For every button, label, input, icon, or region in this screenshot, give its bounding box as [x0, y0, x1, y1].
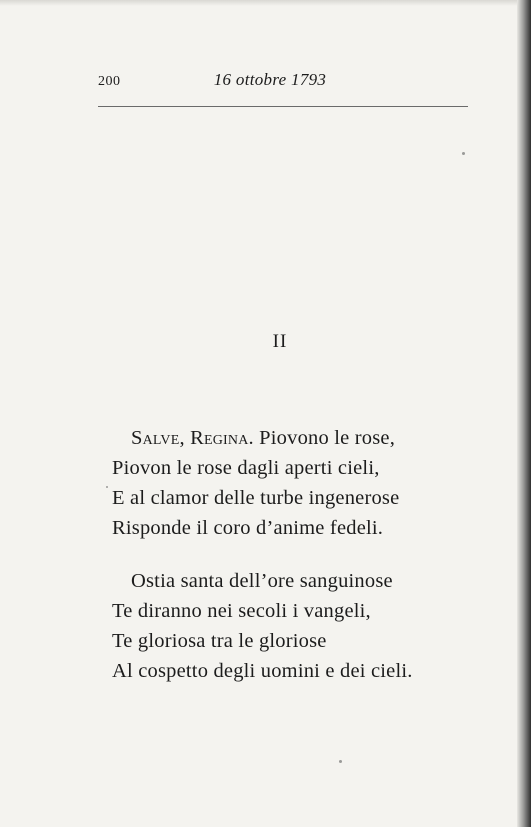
section-number: II	[272, 331, 288, 352]
verse-smallcaps-lead: Salve, Regina.	[131, 427, 254, 449]
verse-line: Te gloriosa tra le gloriose	[112, 630, 327, 652]
paper-speck	[339, 760, 342, 763]
verse-text: Piovono le rose,	[253, 427, 396, 449]
verse-line	[131, 423, 395, 453]
page-number: 200	[98, 74, 121, 89]
page-top-shadow	[0, 0, 531, 6]
header-rule	[98, 106, 468, 107]
verse-line: Piovon le rose dagli aperti cieli,	[112, 457, 380, 479]
paper-speck	[462, 152, 465, 155]
page-edge-shadow	[517, 0, 531, 827]
verse-line: Al cospetto degli uomini e dei cieli.	[112, 660, 413, 682]
paper-speck	[106, 486, 108, 488]
verse-line: Te diranno nei secoli i vangeli,	[112, 600, 371, 622]
verse-line: E al clamor delle turbe ingenerose	[112, 487, 400, 509]
verse-line: Risponde il coro d’anime fedeli.	[112, 517, 384, 539]
verse-line: Ostia santa dell’ore sanguinose	[131, 570, 393, 592]
running-title: 16 ottobre 1793	[213, 70, 327, 89]
